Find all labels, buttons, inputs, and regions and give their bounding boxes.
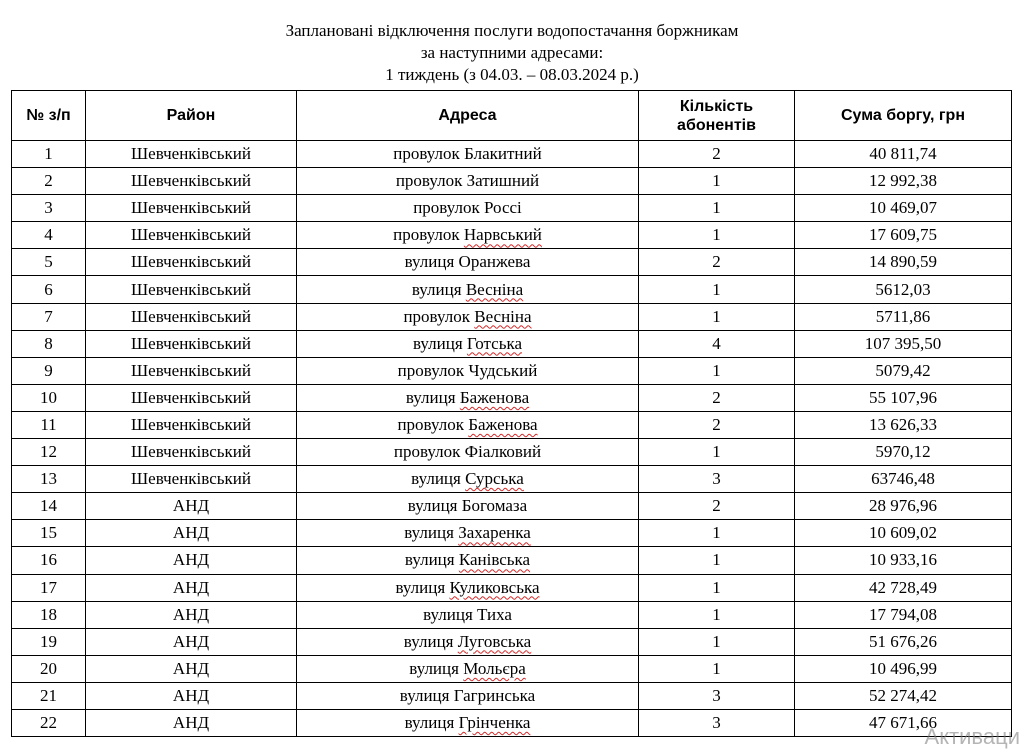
debtors-table: [11, 90, 1012, 737]
row-address: [297, 439, 639, 466]
row-district: Шевченківський: [86, 222, 297, 249]
row-num: 4: [12, 222, 86, 249]
row-num: 15: [12, 520, 86, 547]
row-debt: 5612,03: [795, 276, 1012, 303]
row-district: АНД: [86, 601, 297, 628]
row-debt: 5970,12: [795, 439, 1012, 466]
table-row: [12, 709, 1012, 736]
address-name: Баженова: [468, 414, 538, 434]
address-type: вулиця: [411, 469, 461, 489]
table-row: [12, 168, 1012, 195]
address-type: провулок: [397, 414, 464, 434]
row-num: 8: [12, 330, 86, 357]
row-debt: 47 671,66: [795, 709, 1012, 736]
address-name: Весніна: [465, 279, 524, 299]
row-district: Шевченківський: [86, 411, 297, 438]
row-num: 9: [12, 357, 86, 384]
row-district: Шевченківський: [86, 168, 297, 195]
row-address: [297, 709, 639, 736]
address-name: Фіалковий: [464, 442, 542, 462]
row-address: [297, 276, 639, 303]
address-name: Россі: [484, 198, 522, 218]
row-num: 10: [12, 384, 86, 411]
row-num: 21: [12, 682, 86, 709]
row-debt: 55 107,96: [795, 384, 1012, 411]
address-name: Чудський: [468, 360, 538, 380]
address-name: Грінченка: [458, 713, 531, 733]
address-type: провулок: [393, 225, 460, 245]
row-address: [297, 249, 639, 276]
row-subscribers: 1: [639, 195, 795, 222]
table-row: [12, 466, 1012, 493]
row-subscribers: 1: [639, 520, 795, 547]
address-type: вулиця: [412, 333, 463, 353]
row-num: 17: [12, 574, 86, 601]
table-row: [12, 303, 1012, 330]
row-debt: 17 609,75: [795, 222, 1012, 249]
title-line-2: за наступними адресами:: [420, 43, 604, 62]
row-subscribers: 1: [639, 439, 795, 466]
address-type: вулиця: [404, 252, 455, 272]
address-type: вулиця: [404, 523, 454, 543]
row-num: 20: [12, 655, 86, 682]
header-num: № з/п: [12, 91, 86, 141]
row-subscribers: 3: [639, 466, 795, 493]
table-row: [12, 249, 1012, 276]
table-row: [12, 574, 1012, 601]
row-debt: 10 933,16: [795, 547, 1012, 574]
row-district: АНД: [86, 574, 297, 601]
row-debt: 5079,42: [795, 357, 1012, 384]
row-num: 16: [12, 547, 86, 574]
row-subscribers: 2: [639, 493, 795, 520]
row-num: 5: [12, 249, 86, 276]
address-name: Захаренка: [458, 523, 531, 543]
row-debt: 10 496,99: [795, 655, 1012, 682]
table-row: [12, 222, 1012, 249]
address-name: Весніна: [474, 306, 532, 326]
row-subscribers: 1: [639, 655, 795, 682]
row-district: Шевченківський: [86, 439, 297, 466]
row-address: [297, 330, 639, 357]
address-name: Канівська: [458, 550, 531, 570]
row-address: [297, 384, 639, 411]
row-debt: 14 890,59: [795, 249, 1012, 276]
row-address: [297, 195, 639, 222]
row-num: 13: [12, 466, 86, 493]
address-type: вулиця: [404, 550, 455, 570]
row-subscribers: 1: [639, 357, 795, 384]
row-subscribers: 2: [639, 141, 795, 168]
table-row: [12, 384, 1012, 411]
row-debt: 52 274,42: [795, 682, 1012, 709]
address-type: вулиця: [423, 604, 473, 624]
address-type: провулок: [403, 306, 470, 326]
row-district: Шевченківський: [86, 303, 297, 330]
address-type: провулок: [393, 144, 460, 164]
row-subscribers: 2: [639, 249, 795, 276]
row-address: [297, 628, 639, 655]
row-subscribers: 1: [639, 628, 795, 655]
address-type: провулок: [393, 442, 461, 462]
row-num: 6: [12, 276, 86, 303]
row-subscribers: 4: [639, 330, 795, 357]
row-address: [297, 601, 639, 628]
row-subscribers: 3: [639, 709, 795, 736]
row-num: 19: [12, 628, 86, 655]
row-debt: 17 794,08: [795, 601, 1012, 628]
address-name: Баженова: [459, 387, 530, 407]
row-address: [297, 547, 639, 574]
table-header-row: [12, 91, 1012, 141]
address-name: Готська: [466, 333, 523, 353]
row-district: Шевченківський: [86, 466, 297, 493]
row-address: [297, 682, 639, 709]
row-district: АНД: [86, 520, 297, 547]
row-district: АНД: [86, 682, 297, 709]
row-address: [297, 141, 639, 168]
row-subscribers: 3: [639, 682, 795, 709]
table-row: [12, 439, 1012, 466]
address-type: вулиця: [395, 577, 446, 597]
row-num: 1: [12, 141, 86, 168]
row-debt: 51 676,26: [795, 628, 1012, 655]
row-district: Шевченківський: [86, 276, 297, 303]
row-address: [297, 655, 639, 682]
row-num: 3: [12, 195, 86, 222]
table-row: [12, 682, 1012, 709]
activation-watermark: Активаци: [924, 724, 1020, 749]
table-row: [12, 195, 1012, 222]
row-debt: 28 976,96: [795, 493, 1012, 520]
table-row: [12, 520, 1012, 547]
row-district: Шевченківський: [86, 330, 297, 357]
address-type: провулок: [397, 360, 465, 380]
header-debt: Сума боргу, грн: [795, 91, 1012, 141]
address-type: вулиця: [403, 631, 454, 651]
address-type: вулиця: [409, 658, 459, 678]
row-num: 7: [12, 303, 86, 330]
row-subscribers: 1: [639, 276, 795, 303]
row-district: АНД: [86, 655, 297, 682]
row-district: АНД: [86, 493, 297, 520]
row-address: [297, 411, 639, 438]
row-debt: 42 728,49: [795, 574, 1012, 601]
row-address: [297, 574, 639, 601]
title-line-3: 1 тиждень (з 04.03. – 08.03.2024 р.): [385, 65, 639, 84]
row-num: 22: [12, 709, 86, 736]
row-num: 12: [12, 439, 86, 466]
row-num: 14: [12, 493, 86, 520]
row-district: АНД: [86, 709, 297, 736]
row-subscribers: 1: [639, 222, 795, 249]
row-subscribers: 2: [639, 411, 795, 438]
row-district: Шевченківський: [86, 384, 297, 411]
address-name: Тиха: [477, 604, 512, 624]
address-name: Богомаза: [461, 496, 528, 516]
row-debt: 40 811,74: [795, 141, 1012, 168]
address-name: Луговська: [457, 631, 532, 651]
row-debt: 63746,48: [795, 466, 1012, 493]
row-address: [297, 168, 639, 195]
row-num: 18: [12, 601, 86, 628]
address-name: Куликовська: [449, 577, 540, 597]
row-num: 11: [12, 411, 86, 438]
address-name: Гагринська: [453, 685, 536, 705]
address-name: Нарвський: [463, 225, 542, 245]
row-district: Шевченківський: [86, 141, 297, 168]
row-debt: 5711,86: [795, 303, 1012, 330]
address-name: Затишний: [466, 171, 540, 191]
address-type: вулиця: [404, 713, 455, 733]
title-line-1: Заплановані відключення послуги водопостачання боржникам: [285, 21, 739, 40]
document-title: [0, 20, 1024, 86]
row-debt: 10 609,02: [795, 520, 1012, 547]
address-name: Блакитний: [464, 144, 542, 164]
table-row: [12, 601, 1012, 628]
row-debt: 107 395,50: [795, 330, 1012, 357]
row-address: [297, 222, 639, 249]
address-name: Мольєра: [463, 658, 526, 678]
row-subscribers: 1: [639, 601, 795, 628]
row-debt: 10 469,07: [795, 195, 1012, 222]
address-name: Оранжева: [458, 252, 531, 272]
table-row: [12, 628, 1012, 655]
address-name: Сурська: [465, 469, 524, 489]
address-type: вулиця: [405, 387, 456, 407]
address-type: вулиця: [399, 685, 450, 705]
address-type: вулиця: [411, 279, 462, 299]
address-type: провулок: [395, 171, 463, 191]
table-row: [12, 655, 1012, 682]
table-row: [12, 411, 1012, 438]
row-address: [297, 520, 639, 547]
row-address: [297, 493, 639, 520]
row-debt: 13 626,33: [795, 411, 1012, 438]
header-address: Адреса: [297, 91, 639, 141]
header-district: Район: [86, 91, 297, 141]
row-address: [297, 466, 639, 493]
row-district: Шевченківський: [86, 249, 297, 276]
table-row: [12, 330, 1012, 357]
row-subscribers: 1: [639, 168, 795, 195]
table-row: [12, 547, 1012, 574]
table-row: [12, 141, 1012, 168]
table-row: [12, 493, 1012, 520]
address-type: провулок: [413, 198, 480, 218]
table-row: [12, 276, 1012, 303]
row-address: [297, 303, 639, 330]
row-num: 2: [12, 168, 86, 195]
row-subscribers: 2: [639, 384, 795, 411]
row-district: АНД: [86, 547, 297, 574]
row-debt: 12 992,38: [795, 168, 1012, 195]
row-district: Шевченківський: [86, 357, 297, 384]
header-subscribers: Кількість абонентів: [639, 91, 795, 141]
address-type: вулиця: [407, 496, 458, 516]
table-row: [12, 357, 1012, 384]
row-district: Шевченківський: [86, 195, 297, 222]
row-district: АНД: [86, 628, 297, 655]
row-subscribers: 1: [639, 574, 795, 601]
table-body: [12, 141, 1012, 737]
row-address: [297, 357, 639, 384]
row-subscribers: 1: [639, 303, 795, 330]
row-subscribers: 1: [639, 547, 795, 574]
